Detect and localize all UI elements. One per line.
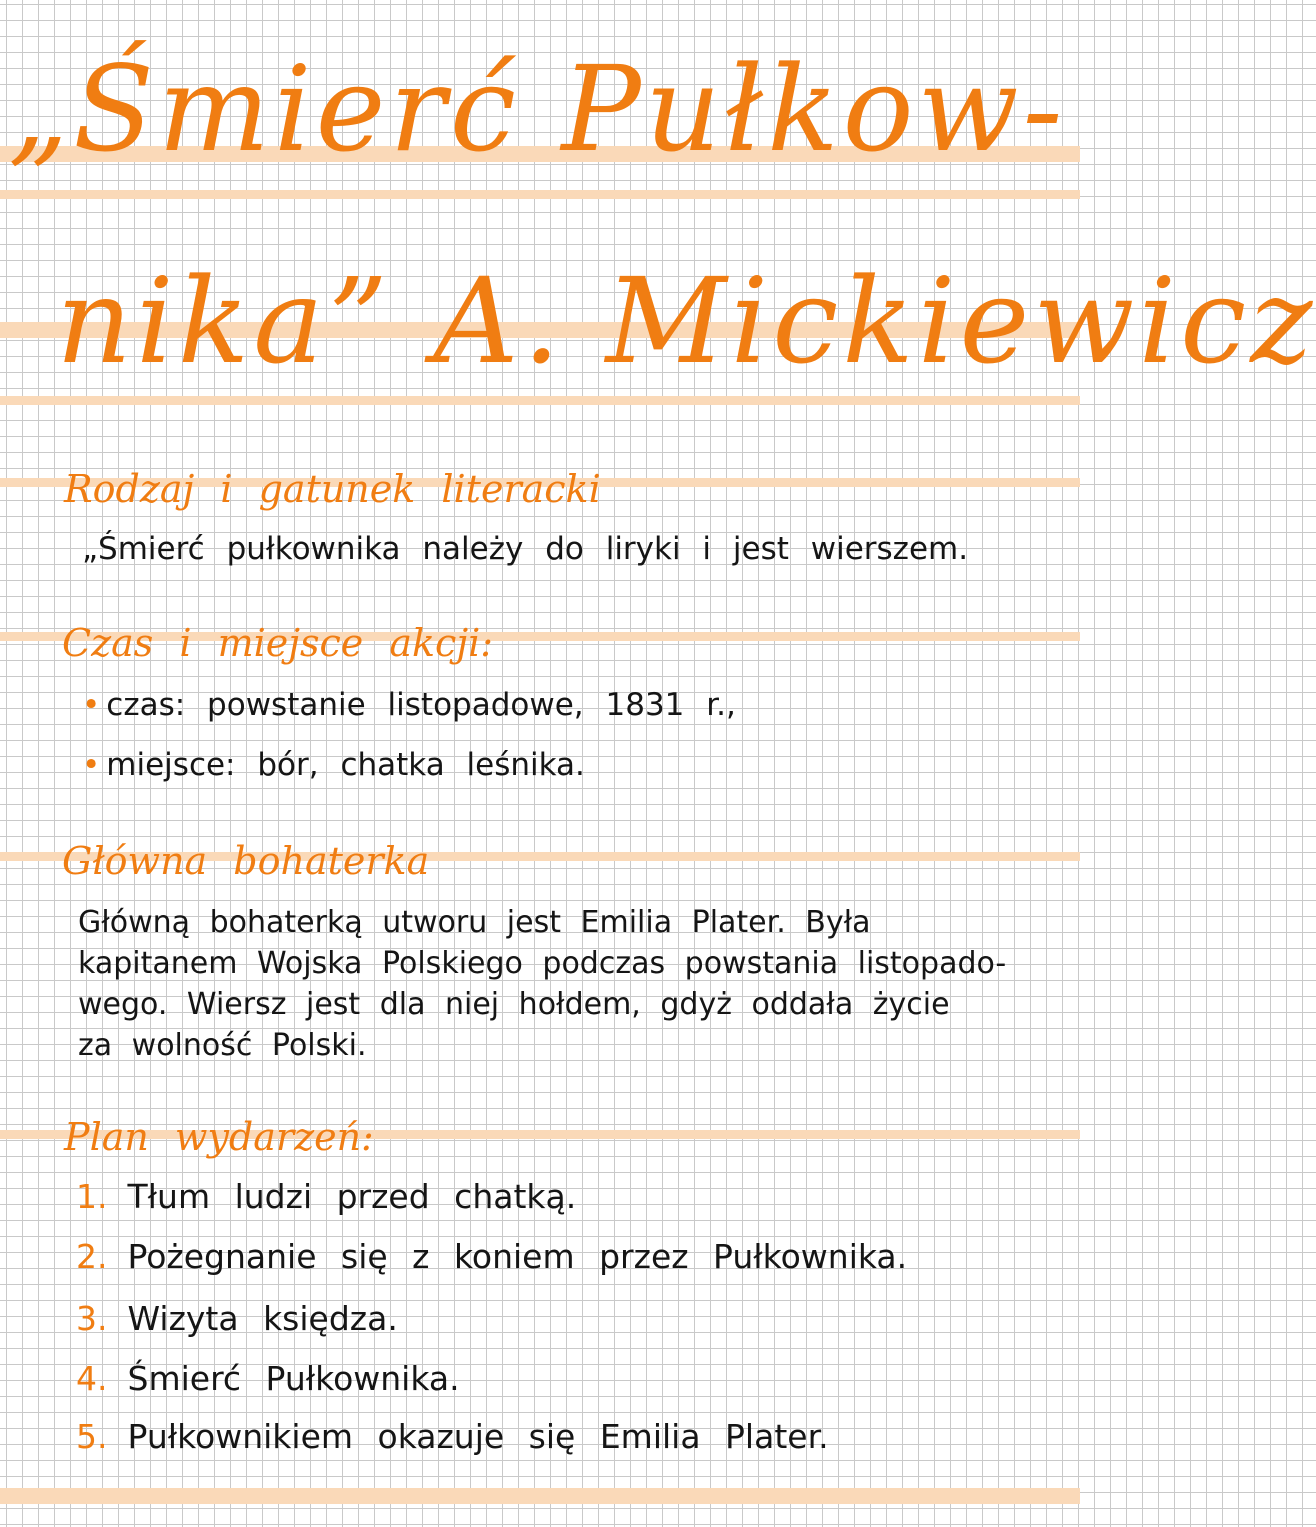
bullet-place xyxy=(82,747,585,783)
hero-paragraph xyxy=(78,902,1038,1066)
bullet-time-text: czas: powstanie listopadowe, 1831 r., xyxy=(106,687,736,723)
plan-number: 2. xyxy=(76,1237,108,1276)
plan-list-item xyxy=(76,1417,829,1456)
hero-line: kapitanem Wojska Polskiego podczas powstania listopado- xyxy=(78,946,1007,981)
section-heading-time-place: Czas i miejsce akcji: xyxy=(62,621,494,665)
plan-number: 5. xyxy=(76,1417,108,1456)
genre-text: „Śmierć pułkownika należy do liryki i jest wierszem. xyxy=(82,531,969,567)
plan-list-item xyxy=(76,1177,577,1216)
bullet-time xyxy=(82,687,736,723)
page-title-line-2: nika” A. Mickiewicz xyxy=(56,252,1316,390)
plan-text: Pułkownikiem okazuje się Emilia Plater. xyxy=(127,1417,829,1456)
plan-text: Pożegnanie się z koniem przez Pułkownika. xyxy=(127,1237,908,1276)
plan-text: Wizyta księdza. xyxy=(127,1299,398,1338)
hero-line: za wolność Polski. xyxy=(78,1028,367,1063)
highlighter-stripe xyxy=(0,1488,1080,1504)
plan-number: 3. xyxy=(76,1299,108,1338)
plan-list-item xyxy=(76,1299,398,1338)
plan-number: 1. xyxy=(76,1177,108,1216)
hero-line: wego. Wiersz jest dla niej hołdem, gdyż oddała życie xyxy=(78,987,950,1022)
plan-list-item xyxy=(76,1237,908,1276)
bullet-dot: • xyxy=(82,687,101,723)
bullet-place-text: miejsce: bór, chatka leśnika. xyxy=(106,747,585,783)
plan-number: 4. xyxy=(76,1359,108,1398)
section-heading-genre: Rodzaj i gatunek literacki xyxy=(64,467,601,511)
bullet-dot: • xyxy=(82,747,101,783)
hero-line: Główną bohaterką utworu jest Emilia Plater. Była xyxy=(78,905,871,940)
section-heading-hero: Główna bohaterka xyxy=(62,839,430,883)
page-title-line-1: „Śmierć Pułkow- xyxy=(8,40,1067,178)
plan-text: Tłum ludzi przed chatką. xyxy=(127,1177,577,1216)
section-heading-plan: Plan wydarzeń: xyxy=(64,1115,374,1159)
plan-text: Śmierć Pułkownika. xyxy=(127,1359,460,1398)
highlighter-stripe xyxy=(0,190,1080,199)
highlighter-stripe xyxy=(0,396,1080,405)
plan-list-item xyxy=(76,1359,460,1398)
